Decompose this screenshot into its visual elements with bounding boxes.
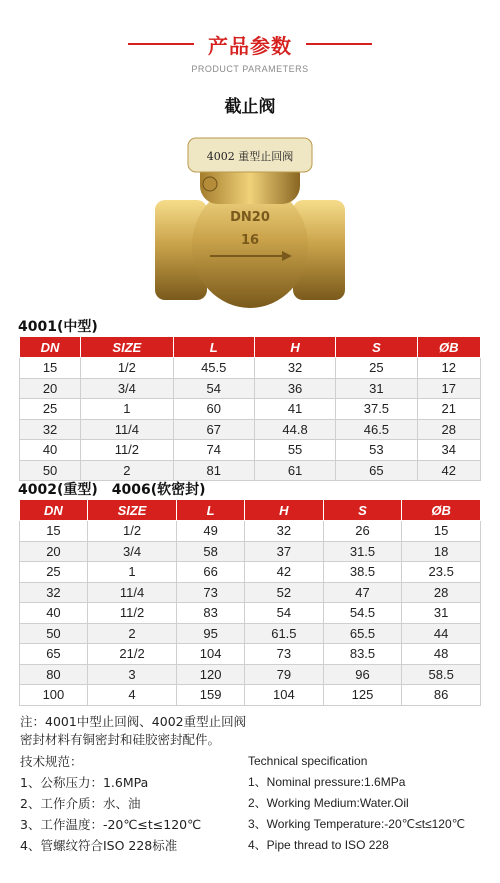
table-cell: 25 [336, 358, 417, 379]
note-line-1: 注：4001中型止回阀、4002重型止回阀 [20, 714, 247, 729]
table-cell: 40 [20, 603, 88, 624]
table-cell: 79 [245, 664, 324, 685]
table-cell: 12 [417, 358, 480, 379]
valve-image [150, 128, 350, 318]
notes [20, 713, 490, 749]
valve-body-mark-pn: 16 [240, 233, 260, 248]
tech-cn-item: 1、公称压力：1.6MPa [20, 775, 149, 790]
table-row [20, 623, 481, 644]
table-cell: 65 [20, 644, 88, 665]
table-row [20, 664, 481, 685]
table-row [20, 378, 481, 399]
table-cell: 80 [20, 664, 88, 685]
table-cell: 49 [177, 521, 245, 542]
table2-title: 4002(重型) 4006(软密封) [18, 482, 206, 498]
table-cell: 28 [402, 582, 481, 603]
tech-en-item: 4、Pipe thread to ISO 228 [248, 838, 389, 852]
table-cell: 20 [20, 378, 81, 399]
table-cell: 50 [20, 460, 81, 481]
table-cell: 67 [173, 419, 254, 440]
table-cell: 1 [81, 399, 173, 420]
table-cell: 50 [20, 623, 88, 644]
col-header: DN [20, 500, 88, 521]
table-cell: 11/4 [81, 419, 173, 440]
col-header: SIZE [87, 500, 176, 521]
table-cell: 36 [254, 378, 335, 399]
table-cell: 47 [323, 582, 402, 603]
table-cell: 3/4 [81, 378, 173, 399]
col-header: DN [20, 337, 81, 358]
table-cell: 31.5 [323, 541, 402, 562]
tech-en-title: Technical specification [248, 754, 368, 768]
table-cell: 54 [173, 378, 254, 399]
table-row [20, 562, 481, 583]
table1-title: 4001(中型) [18, 319, 98, 335]
col-header: H [254, 337, 335, 358]
tech-en-item: 3、Working Temperature:-20℃≤t≤120℃ [248, 817, 466, 831]
table-cell: 42 [417, 460, 480, 481]
table-cell: 1/2 [87, 521, 176, 542]
table-row [20, 644, 481, 665]
table-row [20, 541, 481, 562]
table-cell: 159 [177, 685, 245, 706]
table-cell: 28 [417, 419, 480, 440]
table-cell: 120 [177, 664, 245, 685]
table-cell: 45.5 [173, 358, 254, 379]
table-cell: 34 [417, 440, 480, 461]
table-cell: 11/4 [87, 582, 176, 603]
table-cell: 53 [336, 440, 417, 461]
table-cell: 3 [87, 664, 176, 685]
col-header: L [173, 337, 254, 358]
table-header-row [20, 337, 481, 358]
table-cell: 37.5 [336, 399, 417, 420]
valve-label-band: 4002 重型止回阀 [206, 150, 294, 163]
table-cell: 32 [245, 521, 324, 542]
table-row [20, 419, 481, 440]
tech-spec-cn [20, 751, 250, 856]
table-cell: 104 [177, 644, 245, 665]
table-cell: 95 [177, 623, 245, 644]
table-cell: 54 [245, 603, 324, 624]
table-cell: 26 [323, 521, 402, 542]
table-row [20, 460, 481, 481]
table-cell: 83 [177, 603, 245, 624]
table-cell: 65 [336, 460, 417, 481]
tech-en-item: 2、Working Medium:Water.Oil [248, 796, 409, 810]
col-header: L [177, 500, 245, 521]
table-cell: 4 [87, 685, 176, 706]
table-cell: 25 [20, 399, 81, 420]
table-cell: 44.8 [254, 419, 335, 440]
table-cell: 55 [254, 440, 335, 461]
table-cell: 73 [245, 644, 324, 665]
table-cell: 1 [87, 562, 176, 583]
table-row [20, 399, 481, 420]
table-cell: 21/2 [87, 644, 176, 665]
table-cell: 61 [254, 460, 335, 481]
table-cell: 83.5 [323, 644, 402, 665]
table-cell: 52 [245, 582, 324, 603]
table-cell: 23.5 [402, 562, 481, 583]
table-row [20, 603, 481, 624]
page-title: 产品参数 [208, 34, 292, 58]
table-cell: 40 [20, 440, 81, 461]
table-cell: 1/2 [81, 358, 173, 379]
table-row [20, 358, 481, 379]
table-4001 [19, 336, 481, 481]
table-cell: 65.5 [323, 623, 402, 644]
table-cell: 18 [402, 541, 481, 562]
table-cell: 61.5 [245, 623, 324, 644]
col-header: S [336, 337, 417, 358]
table-cell: 20 [20, 541, 88, 562]
page-subtitle: PRODUCT PARAMETERS [191, 64, 309, 74]
col-header: ØB [402, 500, 481, 521]
table-row [20, 521, 481, 542]
product-name: 截止阀 [224, 97, 276, 117]
tech-cn-item: 2、工作介质：水、油 [20, 796, 141, 811]
table-cell: 15 [402, 521, 481, 542]
table-cell: 58 [177, 541, 245, 562]
tech-cn-item: 3、工作温度：-20℃≤t≤120℃ [20, 817, 202, 832]
table-cell: 104 [245, 685, 324, 706]
table-cell: 54.5 [323, 603, 402, 624]
table-cell: 81 [173, 460, 254, 481]
table-4002-4006 [19, 499, 481, 706]
table-cell: 32 [20, 419, 81, 440]
table-cell: 100 [20, 685, 88, 706]
table-cell: 60 [173, 399, 254, 420]
table-cell: 58.5 [402, 664, 481, 685]
col-header: S [323, 500, 402, 521]
table-cell: 37 [245, 541, 324, 562]
table-header-row [20, 500, 481, 521]
tech-en-item: 1、Nominal pressure:1.6MPa [248, 775, 406, 789]
table-cell: 11/2 [81, 440, 173, 461]
table-cell: 74 [173, 440, 254, 461]
table-cell: 46.5 [336, 419, 417, 440]
col-header: H [245, 500, 324, 521]
table-cell: 15 [20, 521, 88, 542]
table-cell: 11/2 [87, 603, 176, 624]
table-cell: 44 [402, 623, 481, 644]
table-cell: 42 [245, 562, 324, 583]
table-row [20, 440, 481, 461]
valve-body-mark-dn: DN20 [230, 210, 270, 225]
table-cell: 2 [81, 460, 173, 481]
table-cell: 86 [402, 685, 481, 706]
table-cell: 17 [417, 378, 480, 399]
table-cell: 96 [323, 664, 402, 685]
table-cell: 41 [254, 399, 335, 420]
tech-cn-title: 技术规范： [20, 754, 83, 769]
table-row [20, 582, 481, 603]
table-cell: 32 [20, 582, 88, 603]
note-line-2: 密封材料有铜密封和硅胶密封配件。 [20, 732, 221, 747]
table-cell: 31 [336, 378, 417, 399]
table-cell: 48 [402, 644, 481, 665]
table-cell: 31 [402, 603, 481, 624]
tech-cn-item: 4、管螺纹符合ISO 228标准 [20, 838, 178, 853]
table-cell: 3/4 [87, 541, 176, 562]
table-cell: 73 [177, 582, 245, 603]
table-cell: 25 [20, 562, 88, 583]
table-cell: 125 [323, 685, 402, 706]
table-cell: 2 [87, 623, 176, 644]
table-row [20, 685, 481, 706]
table-cell: 66 [177, 562, 245, 583]
table-cell: 15 [20, 358, 81, 379]
col-header: SIZE [81, 337, 173, 358]
tech-spec-en [248, 751, 493, 856]
table-cell: 21 [417, 399, 480, 420]
col-header: ØB [417, 337, 480, 358]
table-cell: 38.5 [323, 562, 402, 583]
table-cell: 32 [254, 358, 335, 379]
